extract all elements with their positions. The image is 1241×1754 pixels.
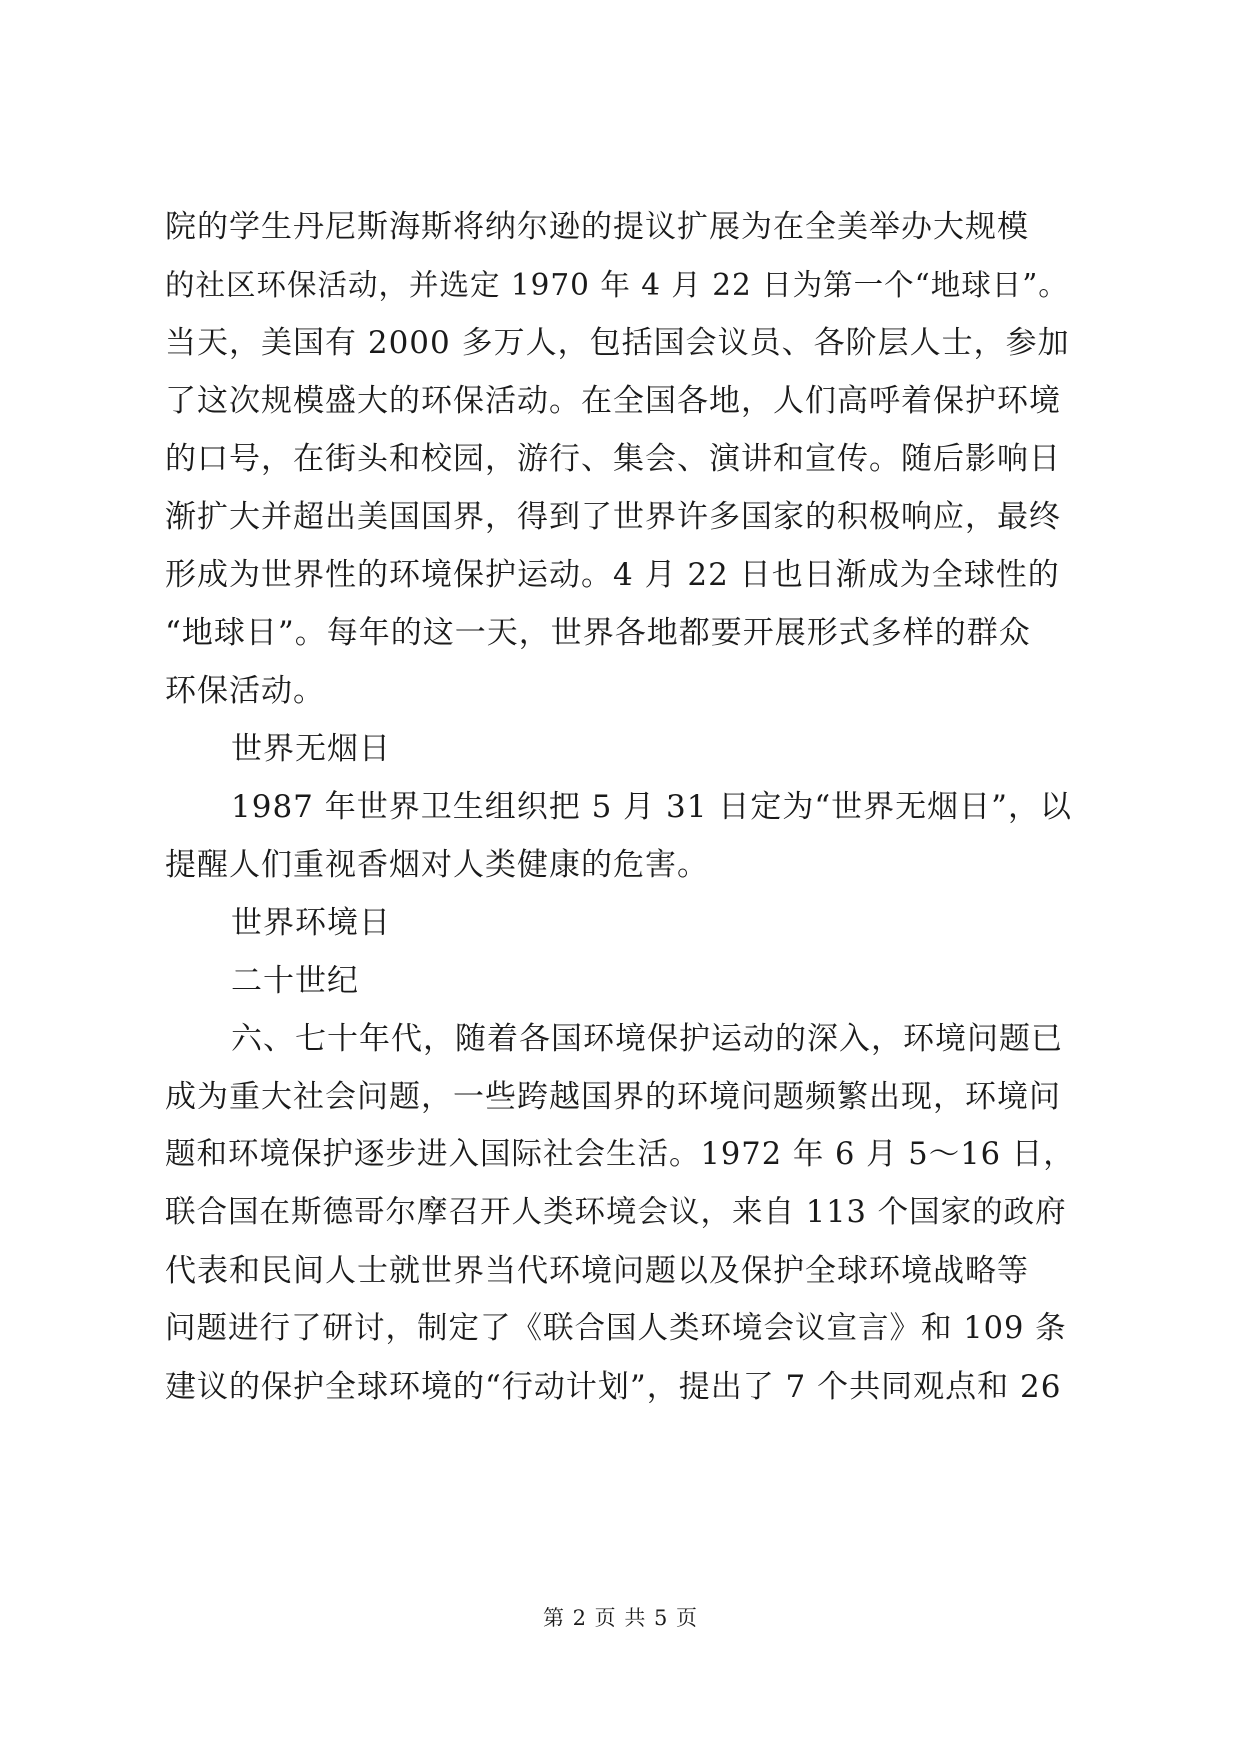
- text-line: 形成为世界性的环境保护运动。4 月 22 日也日渐成为全球性的: [165, 557, 1060, 593]
- page-number-footer: 第 2 页 共 5 页: [542, 1606, 699, 1630]
- text-line: 当天，美国有 2000 多万人，包括国会议员、各阶层人士，参加: [165, 325, 1070, 361]
- text-line: 六、七十年代，随着各国环境保护运动的深入，环境问题已: [231, 1021, 1063, 1057]
- section-heading-world-no-tobacco-day: 世界无烟日: [231, 731, 391, 767]
- text-line: 二十世纪: [231, 963, 359, 999]
- section-heading-world-environment-day: 世界环境日: [231, 905, 391, 941]
- text-line: 了这次规模盛大的环保活动。在全国各地，人们高呼着保护环境: [165, 383, 1061, 419]
- text-line: 题和环境保护逐步进入国际社会生活。1972 年 6 月 5～16 日，: [165, 1137, 1075, 1172]
- text-line: 建议的保护全球环境的“行动计划”，提出了 7 个共同观点和 26: [165, 1369, 1062, 1405]
- text-line: 成为重大社会问题，一些跨越国界的环境问题频繁出现，环境问: [165, 1079, 1061, 1115]
- text-line: 联合国在斯德哥尔摩召开人类环境会议，来自 113 个国家的政府: [165, 1195, 1067, 1230]
- text-line: 的社区环保活动，并选定 1970 年 4 月 22 日为第一个“地球日”。: [165, 268, 1069, 302]
- text-line: 问题进行了研讨，制定了《联合国人类环境会议宣言》和 109 条: [165, 1311, 1067, 1346]
- text-line: 提醒人们重视香烟对人类健康的危害。: [165, 847, 709, 883]
- text-line: 渐扩大并超出美国国界，得到了世界许多国家的积极响应，最终: [165, 499, 1061, 535]
- text-line: 的口号，在街头和校园，游行、集会、演讲和宣传。随后影响日: [165, 441, 1061, 477]
- text-line: “地球日”。每年的这一天，世界各地都要开展形式多样的群众: [165, 615, 1031, 651]
- text-line: 院的学生丹尼斯海斯将纳尔逊的提议扩展为在全美举办大规模: [165, 209, 1029, 245]
- text-line: 代表和民间人士就世界当代环境问题以及保护全球环境战略等: [165, 1253, 1029, 1289]
- text-line: 1987 年世界卫生组织把 5 月 31 日定为“世界无烟日”，以: [231, 789, 1073, 825]
- text-line: 环保活动。: [165, 673, 325, 709]
